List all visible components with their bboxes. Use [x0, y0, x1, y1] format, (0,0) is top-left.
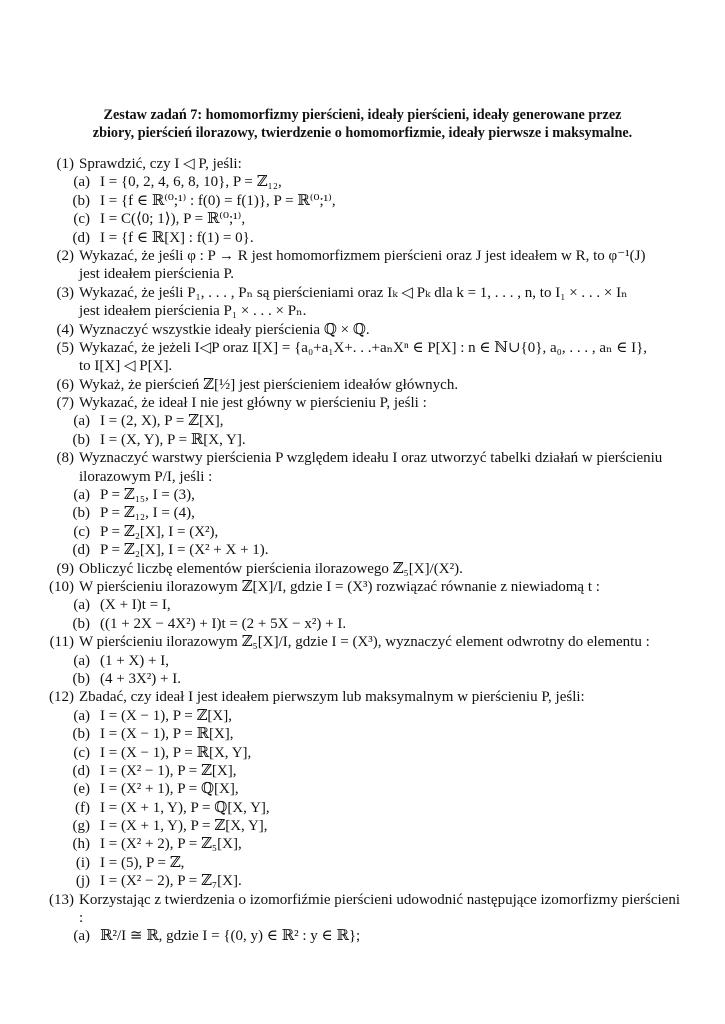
item-number: (10): [49, 578, 74, 595]
exercise-subitem: [0, 173, 725, 191]
item-number: (a): [73, 707, 90, 724]
item-text: Zbadać, czy ideał I jest ideałem pierwszym lub maksymalnym w pierścieniu P, jeśli:: [79, 689, 585, 706]
item-text: Wykazać, że jeśli P₁, . . . , Pₙ są pierścieniami oraz Iₖ ◁ Pₖ dla k = 1, . . . , n, to I₁ × . . . × Iₙ: [79, 284, 628, 301]
exercise-subitem: [0, 817, 725, 835]
exercise-item: [0, 284, 725, 302]
item-text: jest ideałem pierścienia P₁ × . . . × Pₙ.: [79, 303, 307, 320]
exercise-item: [0, 376, 725, 394]
item-number: (d): [72, 762, 90, 779]
item-text: ilorazowym P/I, jeśli :: [79, 468, 213, 485]
item-number: (13): [49, 891, 74, 908]
exercise-subitem: [0, 210, 725, 228]
item-number: (h): [72, 836, 90, 853]
item-number: (2): [56, 247, 74, 264]
item-number: (a): [73, 597, 90, 614]
item-text: W pierścieniu ilorazowym ℤ₅[X]/I, gdzie I = (X³), wyznaczyć element odwrotny do elementu :: [79, 634, 650, 651]
item-text: P = ℤ₂[X], I = (X²),: [100, 523, 219, 540]
item-number: (a): [73, 413, 90, 430]
item-number: (a): [73, 928, 90, 945]
item-text: I = (X − 1), P = ℝ[X, Y],: [100, 744, 252, 761]
item-text: ℝ²/I ≅ ℝ, gdzie I = {(0, y) ∈ ℝ² : y ∈ ℝ};: [100, 928, 361, 945]
item-number: (1): [56, 156, 74, 172]
item-text: ((1 + 2X − 4X²) + I)t = (2 + 5X − x²) + I.: [100, 615, 347, 632]
exercise-subitem: [0, 762, 725, 780]
item-text: I = (X + 1, Y), P = ℤ[X, Y],: [100, 818, 268, 835]
item-number: (b): [72, 192, 90, 209]
exercise-item: [0, 688, 725, 706]
item-text: I = (X, Y), P = ℝ[X, Y].: [100, 431, 246, 448]
exercise-subitem: [0, 725, 725, 743]
item-text: Obliczyć liczbę elementów pierścienia ilorazowego ℤ₅[X]/(X²).: [79, 560, 463, 577]
item-number: (4): [56, 321, 74, 338]
item-text: P = ℤ₁₂, I = (4),: [100, 505, 195, 522]
exercise-subitem: [0, 927, 725, 945]
item-number: (7): [56, 395, 74, 412]
item-number: (a): [73, 174, 90, 191]
item-number: (9): [56, 560, 74, 577]
item-text: Wykaż, że pierścień ℤ[½] jest pierścieniem ideałów głównych.: [79, 376, 459, 393]
item-text: Sprawdzić, czy I ◁ P, jeśli:: [79, 156, 242, 172]
item-text: :: [79, 910, 84, 927]
document-title: [30, 106, 695, 142]
exercise-continuation: [0, 909, 725, 927]
exercise-subitem: [0, 596, 725, 614]
item-text: Wyznaczyć wszystkie ideały pierścienia ℚ × ℚ.: [79, 321, 370, 338]
item-text: I = (X² + 2), P = ℤ₅[X],: [100, 836, 242, 853]
exercise-subitem: [0, 229, 725, 247]
item-text: I = {f ∈ ℝ[X] : f(1) = 0}.: [100, 229, 254, 246]
item-text: Wykazać, że ideał I nie jest główny w pierścieniu P, jeśli :: [79, 395, 427, 412]
item-number: (c): [73, 744, 90, 761]
item-text: Wykazać, że jeżeli I◁P oraz I[X] = {a₀+a₁X+. . .+aₙXⁿ ∈ P[X] : n ∈ ℕ∪{0}, a₀, . . . , aₙ ∈ I},: [79, 339, 648, 356]
item-text: I = (X − 1), P = ℝ[X],: [100, 726, 234, 743]
item-number: (b): [72, 431, 90, 448]
item-text: (4 + 3X²) + I.: [100, 670, 181, 687]
item-number: (5): [56, 339, 74, 356]
exercise-item: [0, 155, 725, 173]
item-number: (d): [72, 229, 90, 246]
exercise-subitem: [0, 504, 725, 522]
exercise-item: [0, 891, 725, 909]
exercise-item: [0, 449, 725, 467]
item-number: (12): [49, 689, 74, 706]
exercise-item: [0, 394, 725, 412]
item-text: Wykazać, że jeśli φ : P → R jest homomorfizmem pierścieni oraz J jest ideałem w R, to φ⁻¹(J): [79, 247, 646, 264]
item-number: (c): [73, 211, 90, 228]
exercise-subitem: [0, 780, 725, 798]
item-text: to I[X] ◁ P[X].: [79, 358, 173, 375]
exercise-subitem: [0, 854, 725, 872]
exercise-subitem: [0, 872, 725, 890]
item-number: (8): [56, 450, 74, 467]
item-number: (b): [72, 670, 90, 687]
item-text: P = ℤ₂[X], I = (X² + X + 1).: [100, 542, 269, 559]
item-text: I = (2, X), P = ℤ[X],: [100, 413, 224, 430]
exercise-item: [0, 633, 725, 651]
item-number: (g): [72, 818, 90, 835]
item-number: (a): [73, 487, 90, 504]
exercise-continuation: [0, 302, 725, 320]
item-number: (b): [72, 505, 90, 522]
item-number: (d): [72, 542, 90, 559]
exercise-subitem: [0, 615, 725, 633]
item-text: I = {f ∈ ℝ⁽⁰;¹⁾ : f(0) = f(1)}, P = ℝ⁽⁰;¹⁾,: [100, 192, 336, 209]
item-text: I = C(⟨0; 1⟩), P = ℝ⁽⁰;¹⁾,: [100, 211, 246, 228]
exercise-subitem: [0, 744, 725, 762]
exercise-subitem: [0, 523, 725, 541]
exercise-subitem: [0, 799, 725, 817]
item-text: I = (X² − 1), P = ℤ[X],: [100, 762, 237, 779]
exercise-list: [0, 155, 725, 946]
exercise-item: [0, 339, 725, 357]
item-text: I = (X² + 1), P = ℚ[X],: [100, 781, 239, 798]
title-line-1: Zestaw zadań 7: homomorfizmy pierścieni, ideały pierścieni, ideały generowane przez: [103, 107, 622, 123]
exercise-subitem: [0, 707, 725, 725]
exercise-subitem: [0, 431, 725, 449]
exercise-subitem: [0, 412, 725, 430]
exercise-subitem: [0, 486, 725, 504]
item-text: I = (X² − 2), P = ℤ₇[X].: [100, 873, 242, 890]
item-number: (b): [72, 726, 90, 743]
exercise-item: [0, 247, 725, 265]
item-text: I = (5), P = ℤ,: [100, 854, 185, 871]
exercise-subitem: [0, 192, 725, 210]
exercise-item: [0, 560, 725, 578]
item-number: (j): [75, 873, 90, 890]
item-number: (f): [75, 799, 90, 816]
item-text: (1 + X) + I,: [100, 652, 169, 669]
item-number: (b): [72, 615, 90, 632]
item-number: (6): [56, 376, 74, 393]
item-text: Wyznaczyć warstwy pierścienia P względem ideału I oraz utworzyć tabelki działań w pierścieniu: [79, 450, 663, 467]
item-text: I = (X − 1), P = ℤ[X],: [100, 707, 233, 724]
item-number: (a): [73, 652, 90, 669]
item-number: (e): [73, 781, 90, 798]
exercise-subitem: [0, 652, 725, 670]
exercise-subitem: [0, 670, 725, 688]
exercise-subitem: [0, 541, 725, 559]
item-text: I = (X + 1, Y), P = ℚ[X, Y],: [100, 799, 270, 816]
exercise-continuation: [0, 357, 725, 375]
exercise-continuation: [0, 265, 725, 283]
item-number: (i): [75, 854, 90, 871]
item-text: Korzystając z twierdzenia o izomorfiźmie pierścieni udowodnić następujące izomorfizmy pierścieni: [79, 891, 681, 908]
item-number: (3): [56, 284, 74, 301]
exercise-continuation: [0, 468, 725, 486]
item-text: I = {0, 2, 4, 6, 8, 10}, P = ℤ₁₂,: [100, 174, 282, 191]
exercise-subitem: [0, 835, 725, 853]
item-text: P = ℤ₁₅, I = (3),: [100, 487, 195, 504]
item-text: (X + I)t = I,: [100, 597, 171, 614]
item-text: W pierścieniu ilorazowym ℤ[X]/I, gdzie I = (X³) rozwiązać równanie z niewiadomą t :: [79, 578, 600, 595]
exercise-item: [0, 321, 725, 339]
item-text: jest ideałem pierścienia P.: [79, 266, 234, 283]
title-line-2: zbiory, pierścień ilorazowy, twierdzenie o homomorfizmie, ideały pierwsze i maksymalne.: [92, 125, 633, 141]
item-number: (11): [49, 634, 74, 651]
exercise-item: [0, 578, 725, 596]
item-number: (c): [73, 523, 90, 540]
